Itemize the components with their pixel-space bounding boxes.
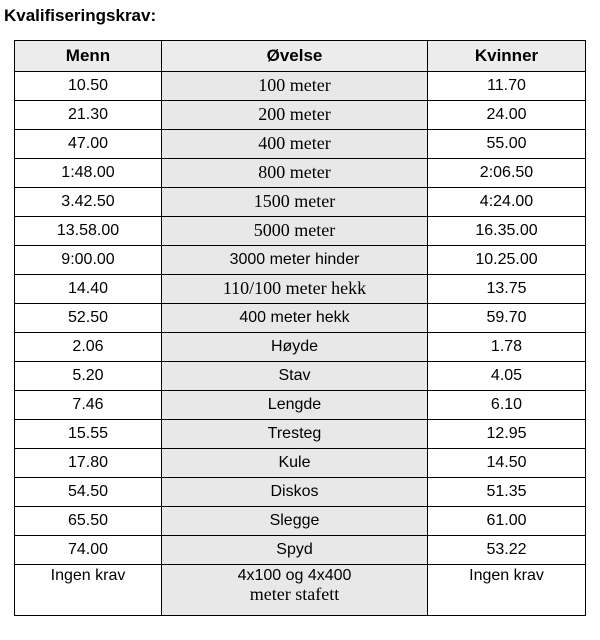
men-requirement: 54.50 — [15, 478, 162, 507]
column-header-women: Kvinner — [428, 41, 586, 72]
event-name-line1: 4x100 og 4x400 — [237, 567, 352, 584]
qualification-table — [14, 40, 586, 616]
women-requirement: 51.35 — [428, 478, 586, 507]
men-requirement: Ingen krav — [15, 565, 162, 616]
women-requirement: 16.35.00 — [428, 217, 586, 246]
table-row — [15, 362, 586, 391]
women-requirement: 61.00 — [428, 507, 586, 536]
women-requirement: 24.00 — [428, 101, 586, 130]
table-row — [15, 304, 586, 333]
page-title: Kvalifiseringskrav: — [4, 6, 157, 25]
women-requirement: 59.70 — [428, 304, 586, 333]
men-requirement: 2.06 — [15, 333, 162, 362]
men-requirement: 74.00 — [15, 536, 162, 565]
women-requirement: 1.78 — [428, 333, 586, 362]
event-name: Diskos — [162, 478, 428, 507]
event-name: Høyde — [162, 333, 428, 362]
women-requirement: 14.50 — [428, 449, 586, 478]
table-row — [15, 246, 586, 275]
men-requirement: 17.80 — [15, 449, 162, 478]
table-row — [15, 333, 586, 362]
men-requirement: 5.20 — [15, 362, 162, 391]
women-requirement: Ingen krav — [428, 565, 586, 616]
men-requirement: 65.50 — [15, 507, 162, 536]
table-row-relay — [15, 565, 586, 616]
women-requirement: 53.22 — [428, 536, 586, 565]
event-name: 200 meter — [162, 101, 428, 130]
event-name: Kule — [162, 449, 428, 478]
table-row — [15, 449, 586, 478]
women-requirement: 10.25.00 — [428, 246, 586, 275]
men-requirement: 13.58.00 — [15, 217, 162, 246]
event-name: 1500 meter — [162, 188, 428, 217]
women-requirement: 4.05 — [428, 362, 586, 391]
event-name: 110/100 meter hekk — [162, 275, 428, 304]
table-row — [15, 130, 586, 159]
table-header-row — [15, 41, 586, 72]
event-name: 400 meter hekk — [162, 304, 428, 333]
table-row — [15, 72, 586, 101]
column-header-men: Menn — [15, 41, 162, 72]
men-requirement: 7.46 — [15, 391, 162, 420]
column-header-event: Øvelse — [162, 41, 428, 72]
women-requirement: 12.95 — [428, 420, 586, 449]
table-row — [15, 275, 586, 304]
event-name: Lengde — [162, 391, 428, 420]
women-requirement: 55.00 — [428, 130, 586, 159]
event-name — [162, 565, 428, 616]
event-name-line2: meter stafett — [249, 583, 340, 604]
event-name: 100 meter — [162, 72, 428, 101]
women-requirement: 4:24.00 — [428, 188, 586, 217]
table-row — [15, 536, 586, 565]
table-row — [15, 217, 586, 246]
event-name: 3000 meter hinder — [162, 246, 428, 275]
men-requirement: 15.55 — [15, 420, 162, 449]
women-requirement: 2:06.50 — [428, 159, 586, 188]
event-name: Spyd — [162, 536, 428, 565]
event-name: Slegge — [162, 507, 428, 536]
men-requirement: 9:00.00 — [15, 246, 162, 275]
event-name: 400 meter — [162, 130, 428, 159]
men-requirement: 52.50 — [15, 304, 162, 333]
table-row — [15, 478, 586, 507]
table-row — [15, 101, 586, 130]
event-name: 800 meter — [162, 159, 428, 188]
men-requirement: 21.30 — [15, 101, 162, 130]
event-name: 5000 meter — [162, 217, 428, 246]
men-requirement: 3.42.50 — [15, 188, 162, 217]
table-row — [15, 420, 586, 449]
women-requirement: 6.10 — [428, 391, 586, 420]
women-requirement: 11.70 — [428, 72, 586, 101]
event-name: Stav — [162, 362, 428, 391]
table-row — [15, 391, 586, 420]
table-row — [15, 159, 586, 188]
men-requirement: 47.00 — [15, 130, 162, 159]
women-requirement: 13.75 — [428, 275, 586, 304]
table-row — [15, 188, 586, 217]
men-requirement: 14.40 — [15, 275, 162, 304]
table-row — [15, 507, 586, 536]
event-name: Tresteg — [162, 420, 428, 449]
men-requirement: 10.50 — [15, 72, 162, 101]
men-requirement: 1:48.00 — [15, 159, 162, 188]
